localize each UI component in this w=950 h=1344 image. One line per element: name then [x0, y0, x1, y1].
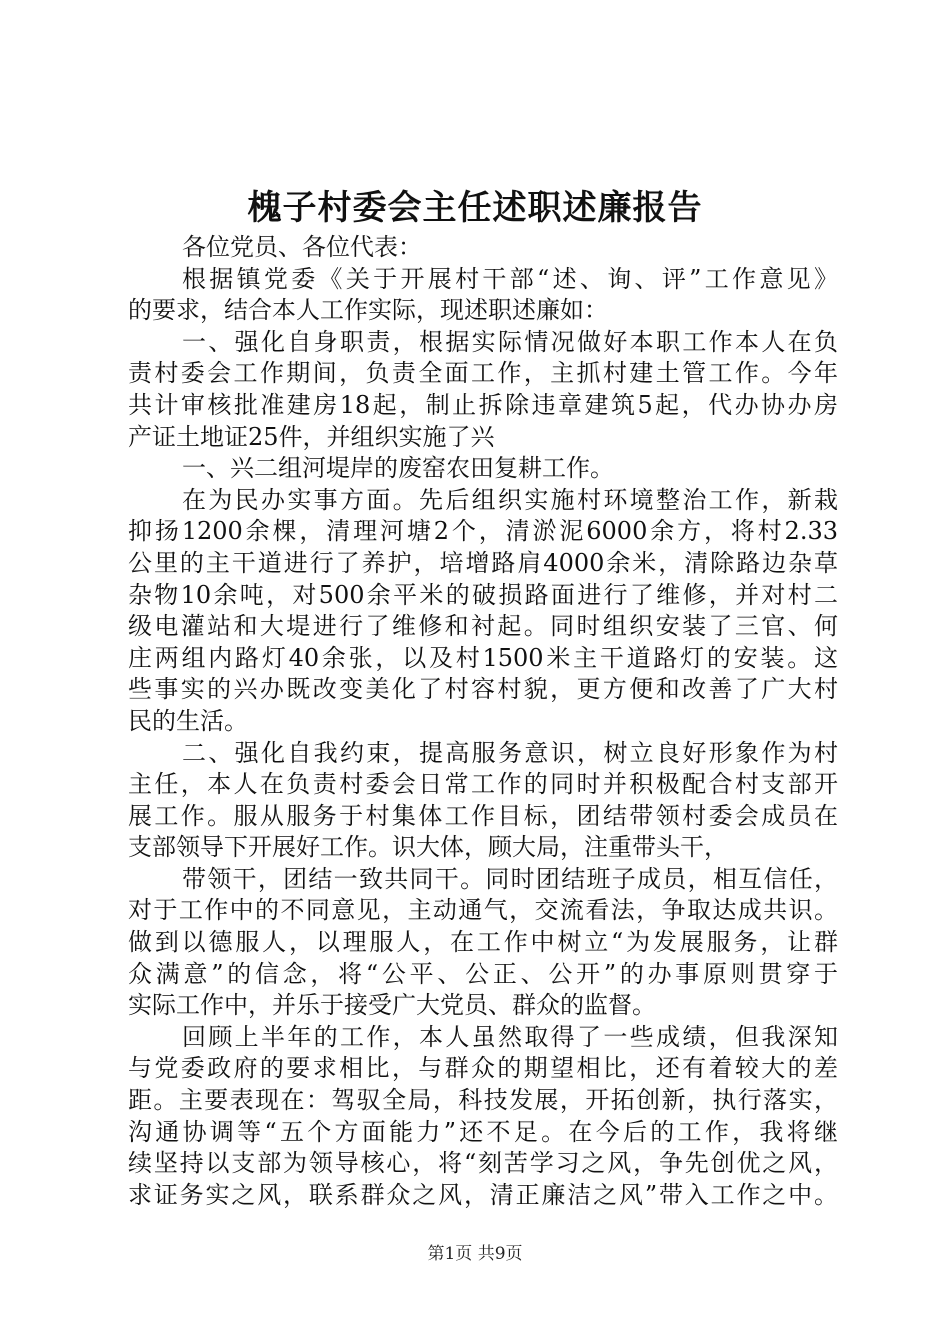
- body-line: 对于工作中的不同意见，主动通气，交流看法，争取达成共识。: [128, 896, 838, 925]
- document-body: [128, 232, 838, 1211]
- body-line: 根据镇党委《关于开展村干部“述、询、评”工作意见》: [182, 264, 838, 293]
- body-line: 的要求，结合本人工作实际，现述职述廉如：: [128, 296, 608, 325]
- body-line: 距。主要表现在：驾驭全局，科技发展，开拓创新，执行落实，: [128, 1086, 838, 1115]
- body-line: 一、强化自身职责，根据实际情况做好本职工作本人在负: [182, 327, 838, 356]
- body-line: 与党委政府的要求相比，与群众的期望相比，还有着较大的差: [128, 1054, 838, 1083]
- body-line: 主任，本人在负责村委会日常工作的同时并积极配合村支部开: [128, 770, 838, 799]
- body-line: 支部领导下开展好工作。识大体，顾大局，注重带头干，: [128, 833, 728, 862]
- body-line: 做到以德服人，以理服人，在工作中树立“为发展服务，让群: [128, 928, 838, 957]
- body-line: 众满意”的信念，将“公平、公正、公开”的办事原则贯穿于: [128, 959, 838, 988]
- body-line: 抑扬1200余棵，清理河塘2个，清淤泥6000余方，将村2.33: [128, 517, 838, 546]
- body-line: 民的生活。: [128, 706, 248, 735]
- body-line: 级电灌站和大堤进行了维修和衬起。同时组织安装了三官、何: [128, 612, 838, 641]
- body-line: 沟通协调等“五个方面能力”还不足。在今后的工作，我将继: [128, 1117, 838, 1146]
- body-line: 在为民办实事方面。先后组织实施村环境整治工作，新栽: [182, 485, 838, 514]
- document-title: 槐子村委会主任述职述廉报告: [247, 188, 703, 228]
- body-line: 一、兴二组河堤岸的废窑农田复耕工作。: [182, 454, 614, 483]
- body-line: 二、强化自我约束，提高服务意识，树立良好形象作为村: [182, 738, 838, 767]
- body-line: 庄两组内路灯40余张，以及村1500米主干道路灯的安装。这: [128, 643, 838, 672]
- body-line: 实际工作中，并乐于接受广大党员、群众的监督。: [128, 991, 656, 1020]
- body-line: 些事实的兴办既改变美化了村容村貌，更方便和改善了广大村: [128, 675, 838, 704]
- body-line: 共计审核批准建房18起，制止拆除违章建筑5起，代办协办房: [128, 390, 838, 419]
- body-line: 求证务实之风，联系群众之风，清正廉洁之风”带入工作之中。: [128, 1180, 838, 1209]
- body-line: 责村委会工作期间，负责全面工作，主抓村建土管工作。今年: [128, 359, 838, 388]
- body-line: 展工作。服从服务于村集体工作目标，团结带领村委会成员在: [128, 801, 838, 830]
- body-line: 杂物10余吨，对500余平米的破损路面进行了维修，并对村二: [128, 580, 838, 609]
- body-line: 带领干，团结一致共同干。同时团结班子成员，相互信任，: [182, 864, 838, 893]
- page-number-footer: 第1页 共9页: [427, 1244, 523, 1264]
- body-line: 回顾上半年的工作，本人虽然取得了一些成绩，但我深知: [182, 1022, 838, 1051]
- body-line: 续坚持以支部为领导核心，将“刻苦学习之风，争先创优之风，: [128, 1149, 838, 1178]
- body-line: 产证土地证25件，并组织实施了兴: [128, 422, 495, 451]
- body-line: 公里的主干道进行了养护，培增路肩4000余米，清除路边杂草: [128, 548, 838, 577]
- body-line: 各位党员、各位代表：: [182, 233, 422, 261]
